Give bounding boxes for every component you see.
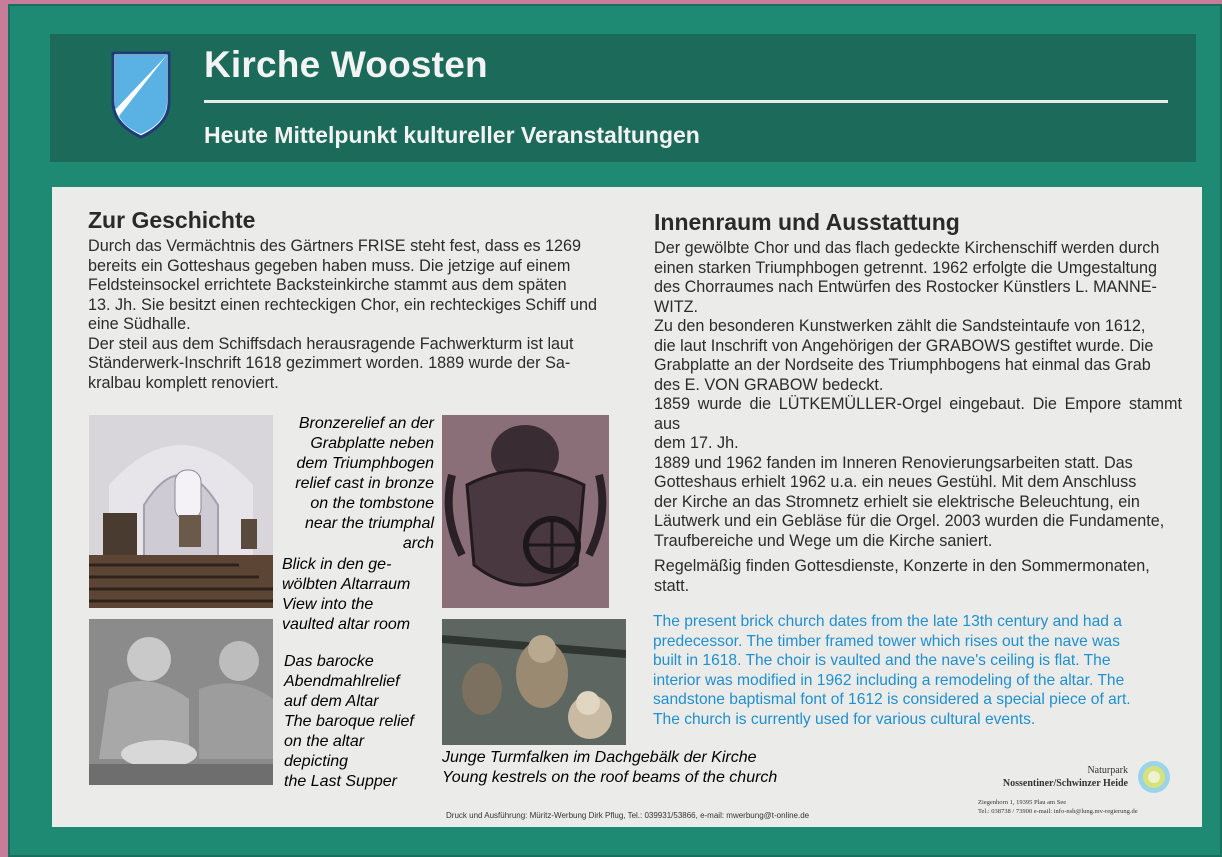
sign-header — [50, 34, 1196, 162]
page-subtitle: Heute Mittelpunkt kultureller Veranstaltungen — [204, 122, 700, 148]
naturpark-name — [978, 764, 1128, 790]
content-panel — [52, 187, 1202, 827]
altar-caption-de: Blick in den ge- wölbten Altarraum — [282, 556, 411, 593]
title-divider — [204, 100, 1168, 103]
altar-room-photo — [89, 415, 273, 608]
naturpark-line2: Nossentiner/Schwinzer Heide — [1002, 778, 1128, 789]
interior-text: Der gewölbte Chor und das flach gedeckte Kirchenschiff werden durch einen starken Triumphbogen getrennt. 1962 erfolgte die Umgestaltung des Chorraumes nach Entwürfen des Rostocker Künstlers L. MANNE- WITZ. Zu den besonderen Kunstwerken zählt die Sandsteintaufe von 1612, die laut Inschrift von Angehörigen der GRABOWS gestiftet wurde. Die Grabplatte an der Nordseite des Triumphbogens hat einmal das Grab des E. VON GRABOW bedeckt. 1859 wurde die LÜTKEMÜLLER-Orgel eingebaut. Die Empore stammt aus dem 17. Jh. 1889 und 1962 fanden im Inneren Renovierungsarbeiten statt. Das Gotteshaus erhielt 1962 u.a. ein neues Gestühl. Mit dem Anschluss der Kirche an das Stromnetz erhielt sie elektrische Beleuchtung, ein Läutwerk und ein Gebläse für die Orgel. 2003 wurden die Fundamente, Traufbereiche und Wege um die Kirche saniert. — [654, 239, 1182, 550]
naturpark-address: Ziegenhorn 1, 19395 Plau am See Tel.: 038738 / 73900 e-mail: info-nsh@lung.mv-regierung.de — [978, 799, 1138, 815]
altar-caption-en: View into the vaulted altar room — [282, 596, 411, 633]
sign-board — [8, 4, 1222, 857]
relief-caption-en: relief cast in bronze on the tombstone near the triumphal arch — [295, 475, 434, 552]
supper-caption-en: The baroque relief on the altar depicting the Last Supper — [284, 713, 414, 790]
kestrel-caption-en: Young kestrels on the roof beams of the church — [442, 769, 778, 786]
naturpark-logo-icon — [1136, 759, 1172, 795]
english-summary: The present brick church dates from the late 13th century and had a predecessor. The timber framed tower which rises out the nave was built in 1618. The choir is vaulted and the nave's ceiling is flat. The interior was modified in 1962 including a remodeling of the altar. The sandstone baptismal font of 1612 is considered a special piece of art. The church is currently used for various cultural events. — [653, 613, 1131, 728]
naturpark-line1: Naturpark — [1087, 765, 1128, 776]
services-text: Regelmäßig finden Gottesdienste, Konzerte in den Sommermonaten, statt. — [654, 557, 1150, 595]
last-supper-photo — [89, 619, 273, 785]
tombstone-relief-photo — [442, 415, 609, 608]
history-heading: Zur Geschichte — [88, 207, 256, 233]
kestrel-caption-de: Junge Turmfalken im Dachgebälk der Kirche — [442, 749, 757, 766]
page-title: Kirche Woosten — [204, 44, 488, 85]
history-text: Durch das Vermächtnis des Gärtners FRISE steht fest, dass es 1269 bereits ein Gotteshaus gegeben haben muss. Die jetzige auf einem Feldsteinsockel errichtete Backsteinkirche stammt aus dem späten 13. Jh. Sie besitzt einen rechteckigen Chor, ein rechteckiges Schiff und eine Südhalle. Der steil aus dem Schiffsdach herausragende Fachwerkturm ist laut Ständerwerk-Inschrift 1618 gezimmert worden. 1889 wurde der Sa- kralbau komplett renoviert. — [88, 237, 598, 392]
kestrels-photo — [442, 619, 626, 745]
relief-caption-de: Bronzerelief an der Grabplatte neben dem Triumphbogen — [296, 415, 434, 472]
print-credit: Druck und Ausführung: Müritz-Werbung Dirk Pflug, Tel.: 039931/53866, e-mail: mwerbung@t-online.de — [446, 811, 810, 820]
interior-heading: Innenraum und Ausstattung — [654, 209, 960, 235]
coat-of-arms-icon — [110, 50, 172, 140]
supper-caption-de: Das barocke Abendmahlrelief auf dem Altar — [284, 653, 400, 710]
